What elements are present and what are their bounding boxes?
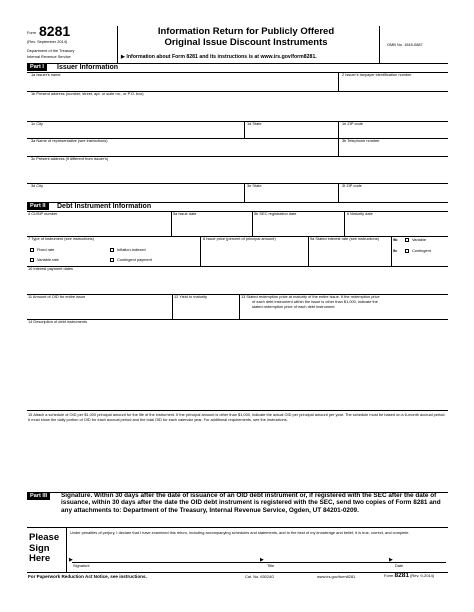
divider	[171, 211, 172, 236]
part2-rule	[27, 211, 448, 212]
label-9b-variable: Variable	[412, 237, 426, 242]
form-url: www.irs.gov/form8281	[317, 574, 356, 579]
footer-form-id	[384, 573, 434, 579]
label-contingent-payment: Contingent payment	[117, 257, 152, 262]
header-divider-right	[379, 26, 380, 63]
form-prefix: Form	[27, 30, 37, 35]
divider	[252, 211, 253, 236]
part3-badge: Part III	[27, 493, 50, 500]
rule	[27, 121, 448, 122]
field-10-payment-dates[interactable]: 10 Interest payment dates	[28, 266, 73, 271]
part1-badge: Part I	[27, 64, 47, 71]
title-line-1: Information Return for Publicly Offered	[157, 26, 335, 37]
divider	[200, 236, 201, 266]
revision-date: (Rev. September 2014)	[27, 39, 68, 44]
label-9c-contingent: Contingent	[412, 248, 431, 253]
perjury-statement: Under penalties of perjury, I declare that I have examined this return, including accompanying schedules and statements, and to the best of my knowledge and belief, it is true, correct, and complete.	[70, 530, 410, 535]
sign-text: Sign	[29, 542, 50, 554]
field-8-issue-price[interactable]: 8 Issue price (percent of principal amount)	[203, 236, 276, 241]
field-13-line3: stated redemption price of each debt instrument.	[252, 304, 336, 309]
field-7-instrument-type: 7 Type of instrument (see instructions)	[28, 236, 94, 241]
field-14-description[interactable]: 14 Description of debt instruments	[28, 319, 88, 324]
form-title	[117, 26, 375, 48]
divider	[344, 211, 345, 236]
divider	[172, 294, 173, 319]
part1-title: Issuer Information	[57, 64, 119, 71]
checkbox-fixed-rate[interactable]	[30, 248, 34, 252]
field-1e-zip[interactable]: 1e ZIP code	[342, 121, 363, 126]
part2-title: Debt Instrument Information	[57, 203, 152, 210]
field-9c-label: 9c	[393, 248, 398, 253]
footer-form-number: 8281	[394, 572, 409, 579]
label-fixed-rate: Fixed rate	[37, 247, 55, 252]
field-1b-address[interactable]: 1b Present address (number, street, apt. or suite no., or P.O. box)	[31, 91, 144, 96]
divider	[244, 183, 245, 202]
field-9a-interest-rate[interactable]: 9a Stated interest rate (see instructions)	[310, 236, 379, 241]
title-label: Title	[267, 563, 275, 568]
checkbox-9c-contingent[interactable]	[405, 249, 409, 253]
date-label: Date	[395, 563, 404, 568]
date-arrow-icon: ▶	[389, 557, 393, 563]
field-3c-rep-address[interactable]: 3c Present address (if different from issuer's)	[31, 156, 109, 161]
department: Department of the Treasury	[27, 48, 75, 53]
signature-arrow-icon: ▶	[69, 557, 73, 563]
field-1d-state[interactable]: 1d State	[247, 121, 262, 126]
part2-badge: Part II	[27, 203, 49, 210]
field-13-line1[interactable]: 13 Stated redemption price at maturity of the entire issue. If the redemption price	[241, 294, 380, 299]
field-1a-issuer-name[interactable]: 1a Issuer's name	[31, 72, 61, 77]
divider	[338, 138, 339, 156]
form-8281	[27, 23, 448, 590]
signature-label: Signature	[73, 563, 90, 568]
checkbox-contingent-payment[interactable]	[110, 258, 114, 262]
field-6-maturity-date[interactable]: 6 Maturity date	[347, 211, 373, 216]
rule	[27, 294, 448, 295]
rule	[27, 410, 448, 411]
title-line-2: Original Issue Discount Instruments	[164, 37, 328, 48]
footer-form-word: Form	[384, 573, 394, 578]
field-3f-zip[interactable]: 3f ZIP code	[342, 183, 362, 188]
field-3b-telephone[interactable]: 3b Telephone number	[342, 138, 380, 143]
part3-signature-instructions: Signature. Within 30 days after the date of issuance of an OID debt instrument or, if registered with the SEC after the date of issuance, within 30 days after the date the OID debt instrument is registered with the SEC, send two copies of Form 8281 and any attachments to: Department of the Treasury, Internal Revenue Service, Ogden, UT 84201-0209.	[61, 492, 441, 514]
footer-revision: (Rev. 9-2014)	[410, 573, 435, 578]
checkbox-variable-rate[interactable]	[30, 258, 34, 262]
field-15-schedule: 15 Attach a schedule of OID per $1,000 principal amount for the life of the instrument. If the principal amount is other than $1,000, indicate the actual OID per principal amount per year. The schedule must be based on a 6-month accrual period. It must show the daily portion of OID for each accrual period and the total OID for each calendar year. For additional requirements, see the instructions.	[28, 412, 446, 422]
field-13-line2: of each debt instrument within the issue is other than $1,000, indicate the	[252, 299, 378, 304]
divider	[308, 236, 309, 266]
field-9b-label: 9b	[393, 237, 398, 242]
title-arrow-icon: ▶	[260, 557, 264, 563]
divider	[338, 121, 339, 138]
field-3e-state[interactable]: 3e State	[247, 183, 262, 188]
sign-divider	[66, 527, 67, 572]
label-inflation-indexed: Inflation-indexed	[117, 247, 146, 252]
checkbox-inflation-indexed[interactable]	[110, 248, 114, 252]
field-2-tin[interactable]: 2 Issuer's taxpayer identification number	[342, 72, 412, 77]
divider	[244, 121, 245, 138]
omb-number: OMB No. 1545-0887	[387, 42, 423, 47]
field-5b-sec-date[interactable]: 5b SEC registration date	[254, 211, 297, 216]
field-4-cusip[interactable]: 4 CUSIP number	[28, 211, 58, 216]
divider	[391, 236, 392, 266]
form-number: 8281	[39, 23, 71, 39]
please-sign-here	[29, 533, 59, 565]
please-text: Please	[29, 532, 60, 543]
paperwork-notice: For Paperwork Reduction Act Notice, see instructions.	[28, 574, 147, 579]
agency: Internal Revenue Service	[27, 54, 71, 59]
field-3d-city[interactable]: 3d City	[31, 183, 44, 188]
field-5a-issue-date[interactable]: 5a Issue date	[173, 211, 197, 216]
rule	[27, 319, 448, 320]
checkbox-9b-variable[interactable]	[405, 238, 409, 242]
divider	[338, 183, 339, 202]
label-variable-rate: Variable rate	[37, 257, 59, 262]
field-3a-representative[interactable]: 3a Name of representative (see instructions)	[31, 138, 108, 143]
form-number-box	[27, 23, 117, 64]
rule	[27, 266, 448, 267]
field-1c-city[interactable]: 1c City	[31, 121, 43, 126]
part3-rule	[27, 527, 448, 528]
info-line: ▶ Information about Form 8281 and its instructions is at www.irs.gov/form8281.	[121, 54, 317, 60]
divider	[338, 72, 339, 91]
field-12-yield[interactable]: 12 Yield to maturity	[174, 294, 208, 299]
rule	[27, 183, 448, 184]
field-11-oid-amount[interactable]: 11 Amount of OID for entire issue	[28, 294, 86, 299]
divider	[239, 294, 240, 319]
here-text: Here	[29, 553, 51, 564]
catalog-number: Cat. No. 63024G	[245, 574, 275, 579]
